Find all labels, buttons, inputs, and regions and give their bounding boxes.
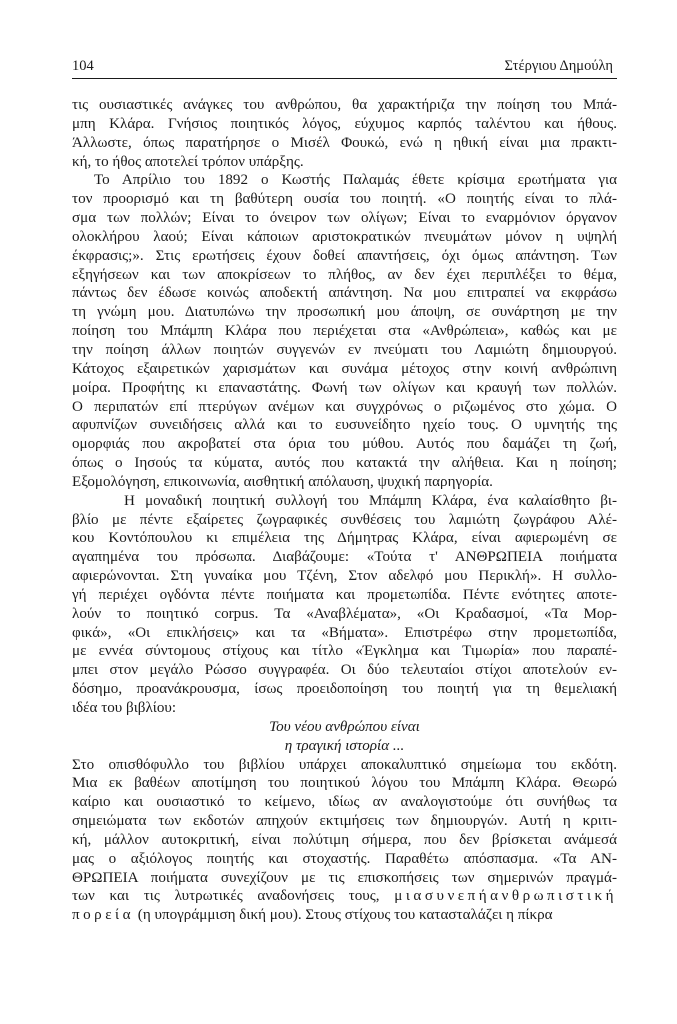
text-fragment: των και τις λυτρωτικές αναδονήσεις τους, [72,888,380,905]
text-line: ιδέα του βιβλίου: [72,700,177,716]
text-line: αγαπημένα του πρόσωπα. Διαβάζουμε: «Τούτα τ' ΑΝΘΡΩΠΕΙΑ ποιήματα [72,549,617,566]
text-line: όπως ο Ιησούς τα κύματα, αυτός που κατακτά την αλήθεια. Και η ποίηση; [72,455,617,472]
text-line: Ο περιπατών επί πτερύγων ανέμων και συγχρόνως ο ριζωμένος στο χώμα. Ο [72,398,617,415]
text-line: εξηγήσεων και των αποκρίσεων το πλήθος, αν δεν έχει περιπλέξει το θέμα, [72,266,617,283]
text-line: ΘΡΩΠΕΙΑ ποιήματα συνεχίζουν με τις επισκοπήσεις των σημερινών πραγμά- [72,869,617,886]
body-text [72,96,617,925]
text-line-with-spaced [72,906,617,925]
text-line: μπει στον μεγάλο Ρώσσο συγγραφέα. Οι δύο τελευταίοι στίχοι αποτελούν εν- [72,662,617,679]
running-head: Στέργιου Δημούλη [504,58,613,74]
text-line: τον προορισμό και τη βαθύτερη ουσία του ποιητή. «Ο ποιητής είναι το πλά- [72,191,617,208]
text-line: έκφρασις;». Στις ερωτήσεις έχουν δοθεί απαντήσεις, όχι όμως απάντηση. Των [72,247,617,264]
verse-line: η τραγική ιστορία ... [284,737,405,754]
text-line: βλίο με πέντε εξαίρετες ζωγραφικές συνθέσεις του λαμιώτη ζωγράφου Αλέ- [72,511,617,528]
text-line: αφιερώνονται. Στη γυναίκα μου Τζένη, Στον αδελφό μου Περικλή». Η συλλο- [72,568,617,585]
text-line: αφυπνίζων συνειδήσεις αλλά και το ευσυνείδητο ηχείο τους. Ο υμνητής της [72,417,617,434]
paragraph-4 [72,756,617,926]
text-line: γή περιέχει ογδόντα πέντε ποιήματα και προμετωπίδα. Πέντε ενότητες αποτε- [72,586,617,603]
text-line: μπη Κλάρα. Γνήσιος ποιητικός λόγος, εύχυμος καρπός ταλέντου και ήθους. [72,115,617,132]
text-line: καίριο και ουσιαστικό το κείμενο, ιδίως αν αναλογιστούμε ότι συνήθως τα [72,794,617,811]
text-line: ομορφιάς που ακροβατεί στα όρια του μύθου. Αυτός που δαμάζει τη ζωή, [72,436,617,453]
paragraph-2 [72,171,617,491]
text-line: κή, το ήθος αποτελεί τρόπον υπάρξης. [72,153,304,170]
text-line: σμα των πολλών; Είναι το όνειρον των ολίγων; Είναι το εναρμόνιον όργανον [72,210,617,227]
text-line-with-spaced [72,887,617,906]
text-line: κου Κοντόπουλου κι επιμέλεια της Δήμητρας Κλάρα, είναι αφιερωμένη σε [72,530,617,547]
spaced-emphasis: πορεία [72,907,135,924]
text-line: Η μοναδική ποιητική συλλογή του Μπάμπη Κλάρα, ένα καλαίσθητο βι- [124,492,617,509]
text-line: με εννέα σύντομους στίχους και τίτλο «Έγκλημα και Τιμωρία» που παραπέ- [72,643,617,660]
text-line: Στο οπισθόφυλλο του βιβλίου υπάρχει αποκαλυπτικό σημείωμα του εκδότη. [72,756,617,773]
text-line: Άλλωστε, όπως παρατήρησε ο Μισέλ Φουκώ, ενώ η ηθική είναι μια πρακτι- [72,134,617,151]
text-fragment: (η υπογράμμιση δική μου). Στους στίχους του κατασταλάζει η πίκρα [137,907,553,924]
paragraph-1 [72,96,617,171]
text-line: δόσημο, προανάκρουσμα, ίσως προειδοποίηση του ποιητή για τη θεμελιακή [72,681,617,698]
text-line: μας ο αξιόλογος ποιητής και στοχαστής. Παραθέτω απόσπασμα. «Τα ΑΝ- [72,850,617,867]
text-line: πάντως δεν έδωσε κοινώς αποδεκτή απάντηση. Να μου επιτραπεί να εκφράσω [72,285,617,302]
page-number: 104 [72,58,94,74]
text-line: την ποίηση άλλων ποιητών συγγενών εν πνεύματι του Λαμιώτη δημιουργού. [72,341,617,358]
text-line: Το Απρίλιο του 1892 ο Κωστής Παλαμάς έθετε κρίσιμα ερωτήματα για [94,172,617,189]
text-line: κή, μάλλον αυτοκριτική, είναι πολύτιμη σήμερα, που δεν βρίσκεται ανάμεσά [72,831,617,848]
text-line: Κάτοχος εξαιρετικών χαρισμάτων και συνάμα μέτοχος στην κοινή ανθρώπινη [72,360,617,377]
text-line: Μια εκ βαθέων αποτίμηση του ποιητικού λόγου του Μπάμπη Κλάρα. Θεωρώ [72,775,617,792]
text-line: ολοκλήρου λαού; Είναι κάποιων αριστοκρατικών πνευμάτων μόνον η υψηλή [72,228,617,245]
verse-line: Του νέου ανθρώπου είναι [269,718,420,735]
verse-quote [72,718,617,756]
text-line: λούν το ποιητικό corpus. Τα «Αναβλέματα», «Οι Κραδασμοί, «Τα Μορ- [72,605,617,622]
paragraph-3 [72,492,617,718]
text-line: Εξομολόγηση, επικοινωνία, αισθητική απόλαυση, ψυχική παρηγορία. [72,473,493,490]
spaced-emphasis: μιασυνεπήανθρωπιστική [394,888,617,905]
text-line: τη γνώμη μου. Διατυπώνω την προσωπική μου άποψη, σε συνάρτηση με την [72,304,617,321]
text-line: ποίηση του Μπάμπη Κλάρα που περιέχεται στα «Ανθρώπεια», καθώς και με [72,323,617,340]
page-header [72,58,617,79]
text-line: μοίρα. Προφήτης κι επαναστάτης. Φωνή των ολίγων και κραυγή των πολλών. [72,379,617,396]
text-line: φικά», «Οι επικλήσεις» και τα «Βήματα». Επιστρέφω στην προμετωπίδα, [72,624,617,641]
text-line: σημειώματα των εκδοτών απηχούν εκτιμήσεις των δημιουργών. Αυτή η κριτι- [72,813,617,830]
text-line: τις ουσιαστικές ανάγκες του ανθρώπου, θα χαρακτήριζα την ποίηση του Μπά- [72,97,617,113]
